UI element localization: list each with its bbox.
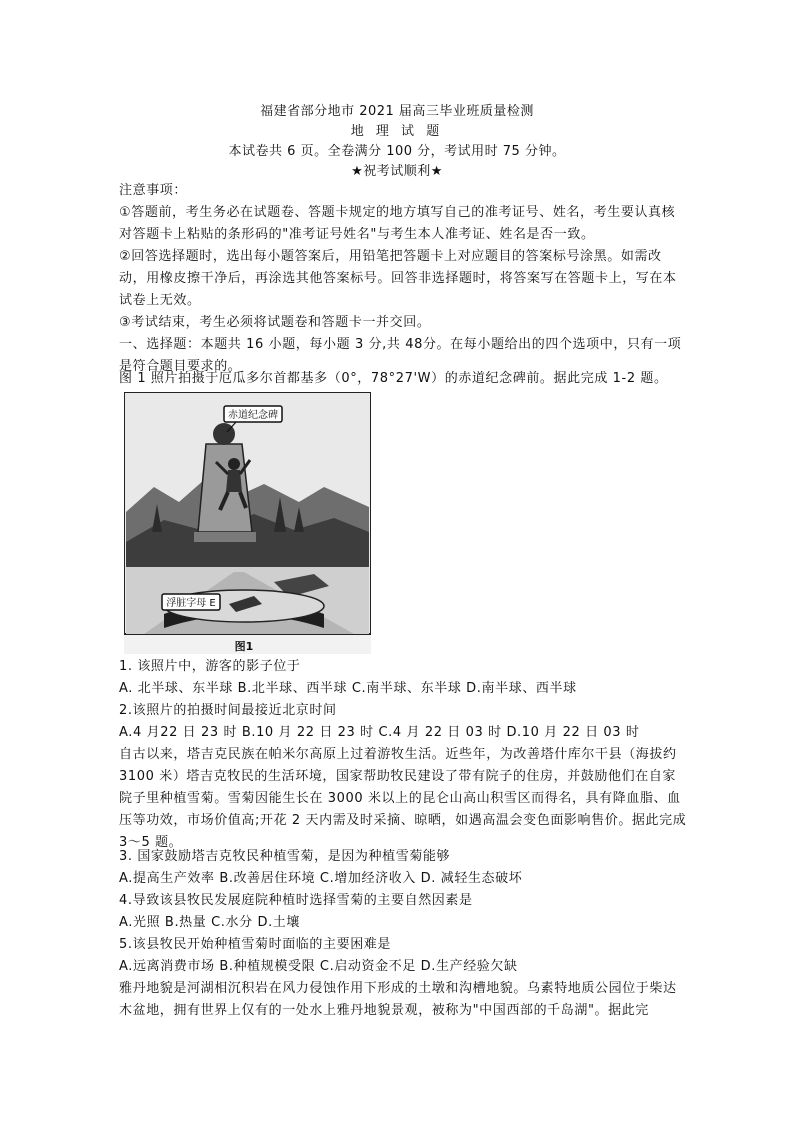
question-3-options: A.提高生产效率 B.改善居住环境 C.增加经济收入 D. 减轻生态破坏 bbox=[119, 871, 523, 886]
question-5: 5.该县牧民开始种植雪菊时面临的主要困难是 bbox=[119, 937, 392, 952]
question-1: 1. 该照片中，游客的影子位于 bbox=[119, 659, 301, 674]
exam-subject: 地 理 试 题 bbox=[350, 124, 444, 139]
question-5-options: A.远离消费市场 B.种植规模受限 C.启动资金不足 D.生产经验欠缺 bbox=[119, 959, 518, 974]
figure-caption: 图1 bbox=[234, 640, 254, 653]
question-4-options: A.光照 B.热量 C.水分 D.土壤 bbox=[119, 915, 300, 930]
exam-info: 本试卷共 6 页。全卷满分 100 分，考试用时 75 分钟。 bbox=[228, 144, 566, 159]
exam-wish: ★祝考试顺利★ bbox=[351, 164, 443, 179]
label-monument: 赤道纪念碑 bbox=[228, 410, 278, 421]
section-intro: 一、选择题：本题共 16 小题，每小题 3 分,共 48分。在每小题给出的四个选项中，只有一项是符合题目要求的。 bbox=[119, 337, 682, 374]
notes-heading: 注意事项： bbox=[119, 183, 188, 198]
question-3: 3. 国家鼓励塔吉克牧民种植雪菊，是因为种植雪菊能够 bbox=[119, 849, 451, 864]
label-letter: 浮脏字母 E bbox=[166, 598, 216, 609]
notes-item-3: ③考试结束，考生必须将试题卷和答题卡一并交回。 bbox=[119, 315, 431, 330]
notes-item-1: ①答题前，考生务必在试题卷、答题卡规定的地方填写自己的准考证号、姓名，考生要认真核对答题卡上粘贴的条形码的"准考证号姓名"与考生本人准考证、姓名是否一致。 bbox=[119, 205, 676, 242]
question-2-options: A.4 月22 日 23 时 B.10 月 22 日 23 时 C.4 月 22 日 03 时 D.10 月 22 日 03 时 bbox=[119, 725, 640, 740]
equator-monument-photo bbox=[124, 392, 371, 654]
question-stem-1-2: 图 1 照片拍摄于厄瓜多尔首都基多（0°，78°27'W）的赤道纪念碑前。据此完成 1-2 题。 bbox=[119, 371, 668, 386]
exam-title: 福建省部分地市 2021 届高三毕业班质量检测 bbox=[260, 104, 534, 119]
question-4: 4.导致该县牧民发展庭院种植时选择雪菊的主要自然因素是 bbox=[119, 893, 473, 908]
passage-yardang: 雅丹地貌是河湖相沉积岩在风力侵蚀作用下形成的土墩和沟槽地貌。乌素特地质公园位于柴达木盆地，拥有世界上仅有的一处水上雅丹地貌景观，被称为"中国西部的千岛湖"。据此完 bbox=[119, 981, 677, 1018]
notes-item-2: ②回答选择题时，选出每小题答案后，用铅笔把答题卡上对应题目的答案标号涂黑。如需改动，用橡皮擦干净后，再涂选其他答案标号。回答非选择题时，将答案写在答题卡上，写在本试卷上无效。 bbox=[119, 249, 677, 308]
question-1-options: A. 北半球、东半球 B.北半球、西半球 C.南半球、东半球 D.南半球、西半球 bbox=[119, 681, 577, 696]
question-2: 2.该照片的拍摄时间最接近北京时间 bbox=[119, 703, 337, 718]
passage-snow-chrysanthemum: 自古以来，塔吉克民族在帕米尔高原上过着游牧生活。近些年，为改善塔什库尔干县（海拔约 3100 米）塔吉克牧民的生活环境，国家帮助牧民建设了带有院子的住房，并鼓励他们在自家院子里种植雪菊。雪菊因能生长在 3000 米以上的昆仑山高山积雪区而得名，具有降血脂、血压等功效，市场价值高;开花 2 天内需及时采摘、晾晒，如遇高温会变色面影响售价。据此完成 3～5 题。 bbox=[119, 747, 692, 850]
